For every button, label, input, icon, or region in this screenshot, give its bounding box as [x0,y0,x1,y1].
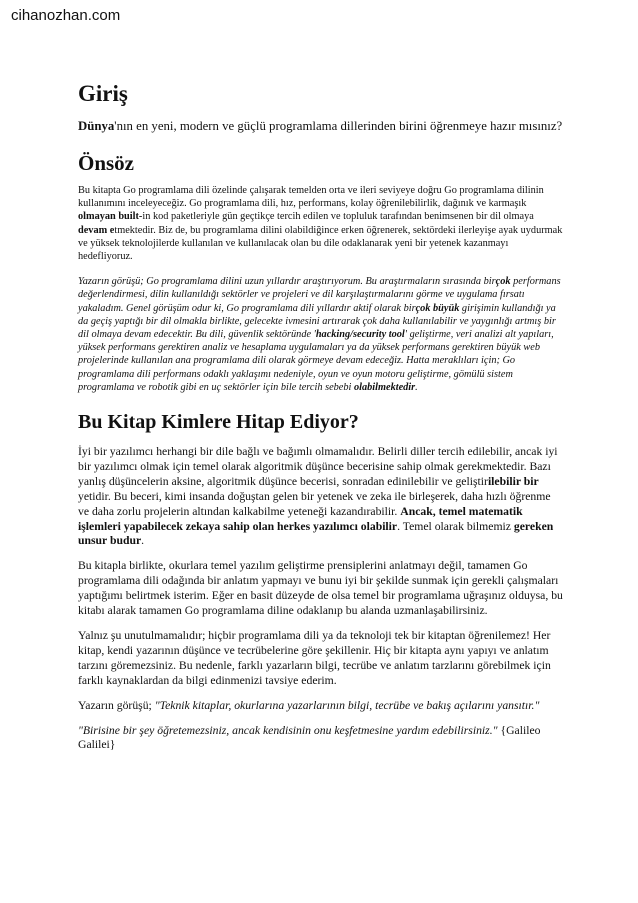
kimler-p4-quote: "Teknik kitaplar, okurlarına yazarlarının bilgi, tecrübe ve bakış açılarını yansıtır." [154,698,540,712]
kimler-p1-text-3: . Temel olarak bilmemiz [397,519,514,533]
site-watermark: cihanozhan.com [11,7,121,24]
heading-kimler: Bu Kitap Kimlere Hitap Ediyor? [78,411,359,434]
onsoz-p1-text-3: tmektedir. Biz de, bu programlama dilini olabildiğince erken öğrenerek, sektördeki ilerleyişe ayak uydurmak ve yüksek teknolojilerde kullanılan ve kullanılacak olan bu dile odaklanarak yeni bir yetenek kazanmayı hedefliyoruz. [78,224,563,263]
onsoz-p2-text-3: girişimin kullandığı ya da geçiş yaptığı bir dil olmakla birlikte, gelecekte ivmesini artırarak çok daha kullanılabilir ve yaygınlığı artmış bir dil olmaya devam edecektir. Bu dili, güvenlik sektöründe ' [78,302,556,341]
kimler-p4-text: Yazarın görüşü; [78,698,155,712]
onsoz-p2-text-2: performans değerlendirmesi, dilin kullanıldığı sektörler ve projeleri ve dil karşılaştırmalarını görme ve uygulama fırsatı yakaladım. Genel görüşüm odur ki, Go programlama dili yıllardır aktif olarak bir [78,276,561,314]
kimler-paragraph-5 [78,724,564,754]
kimler-p5-attribution: {Galileo Galilei} [78,723,541,752]
heading-onsoz: Önsöz [78,151,135,175]
giris-bold: Dünya [78,119,115,133]
document-page [78,80,564,763]
kimler-p1-text-4: . [141,534,145,548]
giris-paragraph [78,118,564,134]
heading-giris: Giriş [78,81,128,106]
kimler-p1-bold-3: gereken unsur budur [78,519,554,548]
kimler-p5-quote: "Birisine bir şey öğretemezsiniz, ancak kendisinin onu keşfetmesine yardım edebilirsiniz." [78,723,498,737]
onsoz-p2-bold-1: çok [495,276,511,288]
onsoz-p2-text-1: Yazarın görüşü; Go programlama dilini uzun yıllardır araştırıyorum. Bu araştırmaların sırasında bir [78,276,496,288]
kimler-p1-text-1: İyi bir yazılımcı herhangi bir dile bağlı ve bağımlı olmamalıdır. Belirli diller tercih edilebilir, ancak iyi bir yazılımcı olmak için temel olarak algoritmik düşünce becerisine sahip olmak gerekmektedir. Bazı yanlış düşüncelerin aksine, algoritmik düşünce becerisi, sonradan edinilebilir ve geliştir [78,445,558,488]
onsoz-p1-bold-1: olmayan built- [78,211,143,223]
kimler-paragraph-3: Yalnız şu unutulmamalıdır; hiçbir programlama dili ya da teknoloji tek bir kitaptan öğrenilemez! Her kitap, kendi yazarının düşünce ve tecrübelerine göre şekillenir. Hiç bir kitapta aynı yapıyı ve anlatım tarzını göremezsiniz. Bu nedenle, farklı yazarların bilgi, tecrübe ve anlatım tarzlarını görebilmek için farklı kaynaklardan da bilgi edinmenizi tavsiye ederim. [78,629,551,687]
kimler-p1-bold-2: Ancak, temel matematik işlemleri yapabilecek zekaya sahip olan herkes yazılımcı olabilir [78,504,523,533]
onsoz-p1-text-2: in kod paketleriyle gün geçtikçe tercih edilen ve topluluk tarafından benimsenen bir dil olmaya [142,211,534,223]
kimler-paragraph-4 [78,699,564,714]
kimler-paragraph-1 [78,445,564,549]
kimler-p1-bold-1: ilebilir bir [487,474,539,488]
onsoz-p2-text-4: ' geliştirme, veri analizi alt yapıları, yüksek performans gerektiren analiz ve hesaplama uygulamaları ya da yüksek performans gerektiren büyük web projelerinde kullanılan ana programlama dili olarak görmeye devam edeceğiz. Hatta meraklıları için; Go programlama dili performans odaklı yaklaşımı nedeniyle, oyun ve oyun motoru geliştirme, gömülü sistem programlama ve robotik gibi en uç sektörler için bile tercih sebebi [78,329,554,393]
onsoz-p2-bold-2: çok büyük [415,302,460,314]
onsoz-author-opinion [78,275,564,394]
onsoz-paragraph-1 [78,184,564,263]
onsoz-p2-bold-3: hacking/security tool [315,329,405,341]
onsoz-p1-text-1: Bu kitapta Go programlama dili özelinde çalışarak temelden orta ve ileri seviyeye doğru Go programlama dilinin kullanımını inceleyeceğiz. Go programlama dili, hız, performans, kolay öğrenilebilirlik, dağınık ve karmaşık [78,185,544,210]
onsoz-p1-bold-2: devam e [78,224,115,236]
onsoz-p2-text-5: . [415,381,418,393]
giris-text: 'nın en yeni, modern ve güçlü programlama dillerinden birini öğrenmeye hazır mısınız? [114,119,563,133]
kimler-paragraph-2: Bu kitapla birlikte, okurlara temel yazılım geliştirme prensiplerini anlatmayı değil, tamamen Go programlama dili odağında bir anlatım yapmayı ve bunu iyi bir şekilde sunmak için gerekli çalışmaları yaptığımı belirtmek isterim. Eğer en basit düzeyde de olsa temel bir programlama uğraşınız olduysa, bu kitabı alarak tamamen Go programlama diline odaklanıp bu alanda uzmanlaşabilirsiniz. [78,559,563,618]
onsoz-p2-bold-4: olabilmektedir [353,381,416,393]
kimler-p1-text-2: yetidir. Bu beceri, kimi insanda doğuştan gelen bir yetenek ve zeka ile birleşerek, daha hızlı öğrenme ve daha zorlu projelerin altından kalkabilme yeteneği kazandırabilir. [78,489,551,518]
